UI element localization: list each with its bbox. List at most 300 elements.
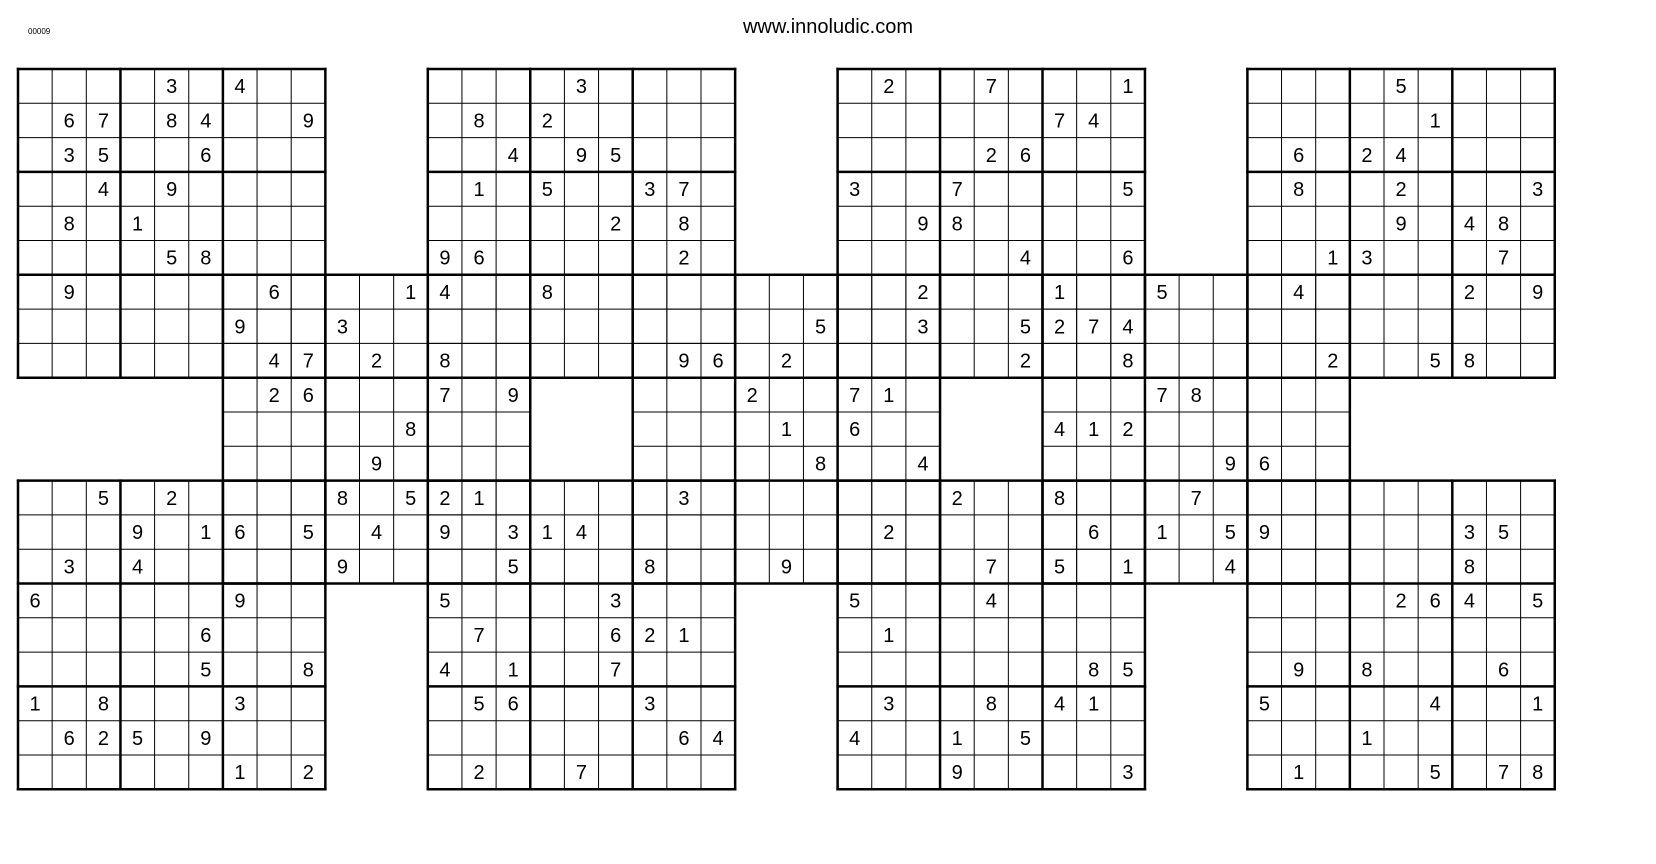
sudoku-cell[interactable]	[564, 275, 598, 309]
sudoku-cell[interactable]	[291, 241, 325, 275]
sudoku-cell[interactable]	[325, 275, 359, 309]
sudoku-cell[interactable]	[701, 69, 735, 103]
sudoku-cell[interactable]	[974, 172, 1008, 206]
sudoku-cell[interactable]	[1350, 549, 1384, 583]
sudoku-cell[interactable]	[18, 618, 52, 652]
sudoku-cell[interactable]	[872, 481, 906, 515]
sudoku-cell[interactable]	[360, 309, 394, 343]
sudoku-cell[interactable]	[462, 515, 496, 549]
sudoku-cell[interactable]	[872, 343, 906, 377]
sudoku-cell[interactable]	[52, 584, 86, 618]
sudoku-cell[interactable]	[1247, 172, 1281, 206]
sudoku-cell[interactable]	[769, 481, 803, 515]
sudoku-cell[interactable]	[291, 686, 325, 720]
sudoku-cell[interactable]	[86, 69, 120, 103]
sudoku-cell[interactable]	[906, 412, 940, 446]
sudoku-cell[interactable]	[325, 515, 359, 549]
sudoku-cell[interactable]	[701, 618, 735, 652]
sudoku-cell[interactable]	[974, 275, 1008, 309]
sudoku-cell[interactable]	[803, 275, 837, 309]
sudoku-cell[interactable]	[1282, 241, 1316, 275]
sudoku-cell[interactable]	[120, 309, 154, 343]
sudoku-cell[interactable]	[155, 721, 189, 755]
sudoku-cell[interactable]	[428, 309, 462, 343]
sudoku-cell[interactable]	[496, 721, 530, 755]
sudoku-cell[interactable]	[803, 515, 837, 549]
sudoku-cell[interactable]	[189, 549, 223, 583]
sudoku-cell[interactable]	[1282, 103, 1316, 137]
sudoku-cell[interactable]	[496, 309, 530, 343]
sudoku-cell[interactable]	[428, 686, 462, 720]
sudoku-cell[interactable]	[599, 275, 633, 309]
sudoku-cell[interactable]	[633, 515, 667, 549]
sudoku-cell[interactable]	[257, 515, 291, 549]
sudoku-cell[interactable]	[1043, 721, 1077, 755]
sudoku-cell[interactable]	[1282, 343, 1316, 377]
sudoku-cell[interactable]	[1316, 69, 1350, 103]
sudoku-cell[interactable]	[1008, 69, 1042, 103]
sudoku-cell[interactable]	[462, 584, 496, 618]
sudoku-cell[interactable]	[599, 172, 633, 206]
sudoku-cell[interactable]	[1316, 206, 1350, 240]
sudoku-cell[interactable]	[1384, 549, 1418, 583]
sudoku-cell[interactable]	[52, 481, 86, 515]
sudoku-cell[interactable]	[701, 755, 735, 789]
sudoku-cell[interactable]	[1452, 652, 1486, 686]
sudoku-cell[interactable]	[1145, 549, 1179, 583]
sudoku-cell[interactable]	[223, 343, 257, 377]
sudoku-cell[interactable]	[462, 138, 496, 172]
sudoku-cell[interactable]	[120, 241, 154, 275]
sudoku-cell[interactable]	[1486, 584, 1520, 618]
sudoku-cell[interactable]	[1043, 584, 1077, 618]
sudoku-cell[interactable]	[974, 241, 1008, 275]
sudoku-cell[interactable]	[667, 755, 701, 789]
sudoku-cell[interactable]	[1350, 172, 1384, 206]
sudoku-cell[interactable]	[1145, 343, 1179, 377]
sudoku-cell[interactable]	[223, 172, 257, 206]
sudoku-cell[interactable]	[1111, 275, 1145, 309]
sudoku-cell[interactable]	[1316, 275, 1350, 309]
sudoku-cell[interactable]	[940, 652, 974, 686]
sudoku-cell[interactable]	[906, 378, 940, 412]
sudoku-cell[interactable]	[52, 241, 86, 275]
sudoku-cell[interactable]	[1111, 446, 1145, 480]
sudoku-cell[interactable]	[1077, 69, 1111, 103]
sudoku-cell[interactable]	[667, 69, 701, 103]
sudoku-cell[interactable]	[633, 412, 667, 446]
sudoku-cell[interactable]	[120, 481, 154, 515]
sudoku-cell[interactable]	[530, 549, 564, 583]
sudoku-cell[interactable]	[325, 412, 359, 446]
sudoku-cell[interactable]	[189, 309, 223, 343]
sudoku-cell[interactable]	[1077, 618, 1111, 652]
sudoku-cell[interactable]	[872, 721, 906, 755]
sudoku-cell[interactable]	[462, 721, 496, 755]
sudoku-cell[interactable]	[906, 172, 940, 206]
sudoku-cell[interactable]	[564, 481, 598, 515]
sudoku-cell[interactable]	[1521, 343, 1555, 377]
sudoku-cell[interactable]	[325, 446, 359, 480]
sudoku-cell[interactable]	[1008, 481, 1042, 515]
sudoku-cell[interactable]	[223, 206, 257, 240]
sudoku-cell[interactable]	[325, 378, 359, 412]
sudoku-cell[interactable]	[1418, 721, 1452, 755]
sudoku-cell[interactable]	[1316, 446, 1350, 480]
sudoku-cell[interactable]	[18, 275, 52, 309]
sudoku-cell[interactable]	[428, 412, 462, 446]
sudoku-cell[interactable]	[1521, 652, 1555, 686]
sudoku-cell[interactable]	[1282, 686, 1316, 720]
sudoku-cell[interactable]	[667, 652, 701, 686]
sudoku-cell[interactable]	[1008, 103, 1042, 137]
sudoku-cell[interactable]	[530, 241, 564, 275]
sudoku-cell[interactable]	[564, 241, 598, 275]
sudoku-cell[interactable]	[291, 549, 325, 583]
sudoku-cell[interactable]	[940, 515, 974, 549]
sudoku-cell[interactable]	[1350, 275, 1384, 309]
sudoku-cell[interactable]	[291, 412, 325, 446]
sudoku-cell[interactable]	[223, 103, 257, 137]
sudoku-cell[interactable]	[462, 309, 496, 343]
sudoku-cell[interactable]	[1452, 309, 1486, 343]
sudoku-cell[interactable]	[1008, 686, 1042, 720]
sudoku-cell[interactable]	[530, 755, 564, 789]
sudoku-cell[interactable]	[1077, 138, 1111, 172]
sudoku-cell[interactable]	[599, 549, 633, 583]
sudoku-cell[interactable]	[52, 343, 86, 377]
sudoku-cell[interactable]	[1316, 103, 1350, 137]
sudoku-cell[interactable]	[530, 138, 564, 172]
sudoku-cell[interactable]	[1316, 515, 1350, 549]
sudoku-cell[interactable]	[1350, 69, 1384, 103]
sudoku-cell[interactable]	[1008, 618, 1042, 652]
sudoku-cell[interactable]	[1521, 618, 1555, 652]
sudoku-cell[interactable]	[906, 241, 940, 275]
sudoku-cell[interactable]	[223, 446, 257, 480]
sudoku-cell[interactable]	[838, 343, 872, 377]
sudoku-cell[interactable]	[257, 652, 291, 686]
sudoku-cell[interactable]	[1111, 686, 1145, 720]
sudoku-cell[interactable]	[1043, 172, 1077, 206]
sudoku-cell[interactable]	[1350, 343, 1384, 377]
sudoku-cell[interactable]	[257, 241, 291, 275]
sudoku-cell[interactable]	[735, 481, 769, 515]
sudoku-cell[interactable]	[257, 172, 291, 206]
sudoku-cell[interactable]	[735, 515, 769, 549]
sudoku-cell[interactable]	[394, 549, 428, 583]
sudoku-cell[interactable]	[1179, 309, 1213, 343]
sudoku-cell[interactable]	[667, 412, 701, 446]
sudoku-cell[interactable]	[906, 584, 940, 618]
sudoku-cell[interactable]	[86, 584, 120, 618]
sudoku-cell[interactable]	[599, 721, 633, 755]
sudoku-cell[interactable]	[291, 138, 325, 172]
sudoku-cell[interactable]	[1350, 618, 1384, 652]
sudoku-cell[interactable]	[1077, 446, 1111, 480]
sudoku-cell[interactable]	[1384, 343, 1418, 377]
sudoku-cell[interactable]	[599, 515, 633, 549]
sudoku-cell[interactable]	[633, 138, 667, 172]
sudoku-cell[interactable]	[1418, 618, 1452, 652]
sudoku-cell[interactable]	[838, 686, 872, 720]
sudoku-cell[interactable]	[599, 309, 633, 343]
sudoku-cell[interactable]	[496, 446, 530, 480]
sudoku-cell[interactable]	[803, 549, 837, 583]
sudoku-cell[interactable]	[428, 618, 462, 652]
sudoku-cell[interactable]	[120, 618, 154, 652]
sudoku-cell[interactable]	[1213, 412, 1247, 446]
sudoku-cell[interactable]	[360, 412, 394, 446]
sudoku-cell[interactable]	[974, 755, 1008, 789]
sudoku-cell[interactable]	[838, 275, 872, 309]
sudoku-cell[interactable]	[1247, 481, 1281, 515]
sudoku-cell[interactable]	[906, 618, 940, 652]
sudoku-cell[interactable]	[906, 652, 940, 686]
sudoku-cell[interactable]	[1282, 206, 1316, 240]
sudoku-cell[interactable]	[1043, 69, 1077, 103]
sudoku-cell[interactable]	[1282, 618, 1316, 652]
sudoku-cell[interactable]	[701, 275, 735, 309]
sudoku-cell[interactable]	[701, 206, 735, 240]
sudoku-cell[interactable]	[1486, 172, 1520, 206]
sudoku-cell[interactable]	[496, 206, 530, 240]
sudoku-cell[interactable]	[1418, 549, 1452, 583]
sudoku-cell[interactable]	[1043, 515, 1077, 549]
sudoku-cell[interactable]	[462, 206, 496, 240]
sudoku-cell[interactable]	[1486, 686, 1520, 720]
sudoku-cell[interactable]	[155, 138, 189, 172]
sudoku-cell[interactable]	[52, 686, 86, 720]
sudoku-cell[interactable]	[1043, 138, 1077, 172]
sudoku-cell[interactable]	[257, 69, 291, 103]
sudoku-cell[interactable]	[18, 515, 52, 549]
sudoku-cell[interactable]	[735, 275, 769, 309]
sudoku-cell[interactable]	[1350, 103, 1384, 137]
sudoku-cell[interactable]	[462, 69, 496, 103]
sudoku-cell[interactable]	[735, 412, 769, 446]
sudoku-cell[interactable]	[940, 275, 974, 309]
sudoku-cell[interactable]	[1384, 103, 1418, 137]
sudoku-cell[interactable]	[1521, 721, 1555, 755]
sudoku-cell[interactable]	[1247, 549, 1281, 583]
sudoku-cell[interactable]	[1145, 309, 1179, 343]
sudoku-cell[interactable]	[599, 755, 633, 789]
sudoku-cell[interactable]	[838, 618, 872, 652]
sudoku-cell[interactable]	[86, 618, 120, 652]
sudoku-cell[interactable]	[257, 206, 291, 240]
sudoku-cell[interactable]	[803, 412, 837, 446]
sudoku-cell[interactable]	[701, 515, 735, 549]
sudoku-cell[interactable]	[155, 618, 189, 652]
sudoku-cell[interactable]	[394, 378, 428, 412]
sudoku-cell[interactable]	[872, 755, 906, 789]
sudoku-cell[interactable]	[633, 309, 667, 343]
sudoku-cell[interactable]	[1316, 652, 1350, 686]
sudoku-cell[interactable]	[18, 241, 52, 275]
sudoku-cell[interactable]	[1247, 343, 1281, 377]
sudoku-cell[interactable]	[18, 755, 52, 789]
sudoku-cell[interactable]	[18, 721, 52, 755]
sudoku-cell[interactable]	[462, 343, 496, 377]
sudoku-cell[interactable]	[257, 138, 291, 172]
sudoku-cell[interactable]	[667, 584, 701, 618]
sudoku-cell[interactable]	[1521, 515, 1555, 549]
sudoku-cell[interactable]	[1213, 275, 1247, 309]
sudoku-cell[interactable]	[1418, 515, 1452, 549]
sudoku-cell[interactable]	[838, 652, 872, 686]
sudoku-cell[interactable]	[1111, 515, 1145, 549]
sudoku-cell[interactable]	[428, 69, 462, 103]
sudoku-cell[interactable]	[940, 309, 974, 343]
sudoku-cell[interactable]	[1316, 721, 1350, 755]
sudoku-cell[interactable]	[872, 549, 906, 583]
sudoku-cell[interactable]	[1077, 584, 1111, 618]
sudoku-cell[interactable]	[291, 618, 325, 652]
sudoku-cell[interactable]	[1111, 138, 1145, 172]
sudoku-cell[interactable]	[1008, 275, 1042, 309]
sudoku-cell[interactable]	[1282, 515, 1316, 549]
sudoku-cell[interactable]	[1418, 652, 1452, 686]
sudoku-cell[interactable]	[257, 584, 291, 618]
sudoku-cell[interactable]	[496, 481, 530, 515]
sudoku-cell[interactable]	[1418, 206, 1452, 240]
sudoku-cell[interactable]	[599, 481, 633, 515]
sudoku-cell[interactable]	[428, 103, 462, 137]
sudoku-cell[interactable]	[838, 481, 872, 515]
sudoku-cell[interactable]	[599, 686, 633, 720]
sudoku-cell[interactable]	[1179, 549, 1213, 583]
sudoku-cell[interactable]	[291, 275, 325, 309]
sudoku-cell[interactable]	[633, 275, 667, 309]
sudoku-cell[interactable]	[1350, 755, 1384, 789]
sudoku-cell[interactable]	[462, 549, 496, 583]
sudoku-cell[interactable]	[1384, 481, 1418, 515]
sudoku-cell[interactable]	[906, 103, 940, 137]
sudoku-cell[interactable]	[1282, 481, 1316, 515]
sudoku-cell[interactable]	[1145, 481, 1179, 515]
sudoku-cell[interactable]	[872, 446, 906, 480]
sudoku-cell[interactable]	[1008, 206, 1042, 240]
sudoku-cell[interactable]	[1486, 309, 1520, 343]
sudoku-cell[interactable]	[1008, 515, 1042, 549]
sudoku-cell[interactable]	[1043, 652, 1077, 686]
sudoku-cell[interactable]	[155, 584, 189, 618]
sudoku-cell[interactable]	[564, 686, 598, 720]
sudoku-cell[interactable]	[257, 309, 291, 343]
sudoku-cell[interactable]	[257, 721, 291, 755]
sudoku-cell[interactable]	[940, 103, 974, 137]
sudoku-cell[interactable]	[701, 481, 735, 515]
sudoku-cell[interactable]	[1043, 755, 1077, 789]
sudoku-cell[interactable]	[18, 206, 52, 240]
sudoku-cell[interactable]	[1384, 309, 1418, 343]
sudoku-cell[interactable]	[974, 206, 1008, 240]
sudoku-cell[interactable]	[1452, 755, 1486, 789]
sudoku-cell[interactable]	[530, 584, 564, 618]
sudoku-cell[interactable]	[496, 275, 530, 309]
sudoku-cell[interactable]	[838, 69, 872, 103]
sudoku-cell[interactable]	[1316, 618, 1350, 652]
sudoku-cell[interactable]	[1077, 549, 1111, 583]
sudoku-cell[interactable]	[633, 584, 667, 618]
sudoku-cell[interactable]	[1043, 206, 1077, 240]
sudoku-cell[interactable]	[838, 241, 872, 275]
sudoku-cell[interactable]	[599, 343, 633, 377]
sudoku-cell[interactable]	[394, 446, 428, 480]
sudoku-cell[interactable]	[1077, 481, 1111, 515]
sudoku-cell[interactable]	[496, 412, 530, 446]
sudoku-cell[interactable]	[496, 755, 530, 789]
sudoku-cell[interactable]	[1316, 584, 1350, 618]
sudoku-cell[interactable]	[120, 275, 154, 309]
sudoku-cell[interactable]	[906, 138, 940, 172]
sudoku-cell[interactable]	[1179, 446, 1213, 480]
sudoku-cell[interactable]	[1452, 103, 1486, 137]
sudoku-cell[interactable]	[257, 103, 291, 137]
sudoku-cell[interactable]	[1452, 686, 1486, 720]
sudoku-cell[interactable]	[223, 378, 257, 412]
sudoku-cell[interactable]	[1486, 138, 1520, 172]
sudoku-cell[interactable]	[52, 309, 86, 343]
sudoku-cell[interactable]	[18, 138, 52, 172]
sudoku-cell[interactable]	[1316, 549, 1350, 583]
sudoku-cell[interactable]	[838, 755, 872, 789]
sudoku-cell[interactable]	[564, 309, 598, 343]
sudoku-cell[interactable]	[1247, 618, 1281, 652]
sudoku-cell[interactable]	[189, 686, 223, 720]
sudoku-cell[interactable]	[1350, 309, 1384, 343]
sudoku-cell[interactable]	[360, 481, 394, 515]
sudoku-cell[interactable]	[291, 69, 325, 103]
sudoku-cell[interactable]	[838, 549, 872, 583]
sudoku-cell[interactable]	[1384, 721, 1418, 755]
sudoku-cell[interactable]	[1111, 378, 1145, 412]
sudoku-cell[interactable]	[189, 343, 223, 377]
sudoku-cell[interactable]	[155, 652, 189, 686]
sudoku-cell[interactable]	[189, 172, 223, 206]
sudoku-cell[interactable]	[940, 241, 974, 275]
sudoku-cell[interactable]	[462, 275, 496, 309]
sudoku-cell[interactable]	[1316, 309, 1350, 343]
sudoku-cell[interactable]	[1247, 412, 1281, 446]
sudoku-cell[interactable]	[496, 241, 530, 275]
sudoku-cell[interactable]	[1384, 686, 1418, 720]
sudoku-cell[interactable]	[1247, 69, 1281, 103]
sudoku-cell[interactable]	[1452, 481, 1486, 515]
sudoku-cell[interactable]	[120, 138, 154, 172]
sudoku-cell[interactable]	[1179, 343, 1213, 377]
sudoku-cell[interactable]	[701, 309, 735, 343]
sudoku-cell[interactable]	[223, 652, 257, 686]
sudoku-cell[interactable]	[599, 69, 633, 103]
sudoku-cell[interactable]	[257, 618, 291, 652]
sudoku-cell[interactable]	[1350, 515, 1384, 549]
sudoku-cell[interactable]	[564, 652, 598, 686]
sudoku-cell[interactable]	[291, 584, 325, 618]
sudoku-cell[interactable]	[1384, 275, 1418, 309]
sudoku-cell[interactable]	[1247, 755, 1281, 789]
sudoku-cell[interactable]	[872, 652, 906, 686]
sudoku-cell[interactable]	[52, 652, 86, 686]
sudoku-cell[interactable]	[1486, 343, 1520, 377]
sudoku-cell[interactable]	[872, 241, 906, 275]
sudoku-cell[interactable]	[1247, 378, 1281, 412]
sudoku-cell[interactable]	[86, 549, 120, 583]
sudoku-cell[interactable]	[189, 755, 223, 789]
sudoku-cell[interactable]	[735, 309, 769, 343]
sudoku-cell[interactable]	[564, 206, 598, 240]
